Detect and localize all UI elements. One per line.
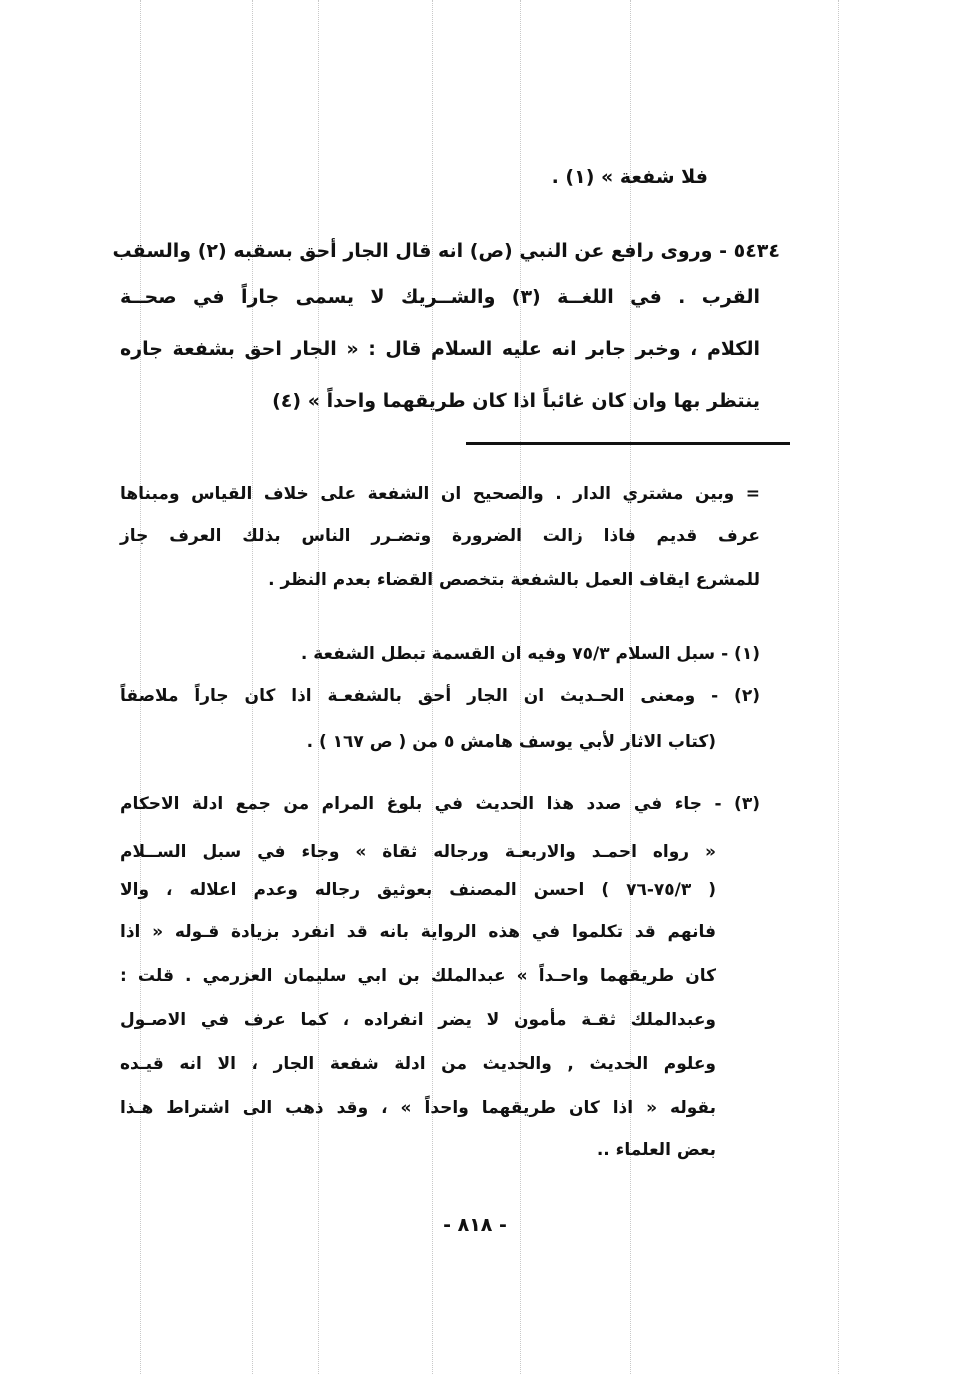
footnote-continuation-line: للمشرع ايقاف العمل بالشفعة بتخصص القضاء بعدم النظر .: [268, 570, 760, 590]
footnote-3-line: وعبدالملك ثقـة مأمون لا يضر انفراده ، كما عرف في الاصـول: [120, 1010, 716, 1030]
footnote-2: (٢) - ومعنى الحـديث ان الجار أحق بالشفعـة اذا كان جاراً ملاصقاً: [120, 686, 760, 706]
body-line: القرب . في اللغــة (٣) والشــريك لا يسمى جاراً في صحــة: [120, 286, 760, 308]
footnote-continuation-line: عرف قديم فاذا زالت الضرورة وتضـرر الناس بذلك العرف جاز: [120, 526, 760, 546]
footnote-3-line: « رواه احمـد والاربعـة ورجاله ثقاة » وجاء في سبل الســلام: [120, 842, 716, 862]
footnote-3-line: ( ٧٥/٣-٧٦ ) احسن المصنف بعوثيق رجاله وعدم اعلاله ، والا: [120, 880, 716, 900]
footnote-3: (٣) - جاء في صدد هذا الحديث في بلوغ المرام من جمع ادلة الاحكام: [120, 794, 760, 814]
footnote-2-line: (كتاب الاثار لأبي يوسف هامش ٥ من ( ص ١٦٧ ) .: [306, 732, 716, 752]
footnote-1: (١) - سبل السلام ٧٥/٣ وفيه ان القسمة تبطل الشفعة .: [300, 644, 760, 664]
body-line: ينتظر بها وان كان غائباً اذا كان طريقهما واحداً » (٤): [272, 390, 760, 412]
footnote-3-line: كان طريقهما واحـداً » عبدالملك بن ابي سليمان العزرمي . قلت :: [120, 966, 716, 986]
footnote-3-line: فانهم قد تكلموا في هذه الرواية بانه قد انفرد بزيادة قـوله « اذا: [120, 922, 716, 942]
footnote-3-line: وعلوم الحديث , والحديث من ادلة شفعة الجار ، الا انه قيـده: [120, 1054, 716, 1074]
footnote-3-line: بقوله « اذا كان طريقهما واحداً » ، وقد ذهب الى اشتراط هـذا: [120, 1098, 716, 1118]
footnote-3-line: بعض العلماء ..: [596, 1140, 716, 1160]
footnote-divider: [466, 442, 790, 445]
body-line: الكلام ، وخبر جابر انه عليه السلام قال : « الجار احق بشفعة جاره: [120, 338, 760, 360]
body-line: ٥٤٣٤ - وروى رافع عن النبي (ص) انه قال الجار أحق بسقبه (٢) والسقب: [112, 240, 780, 262]
page-number: - ٨١٨ -: [443, 1214, 507, 1236]
footnote-continuation-line: = وبين مشتري الدار . والصحيح ان الشفعة على خلاف القياس ومبناها: [120, 484, 760, 504]
body-line: فلا شفعة » (١) .: [551, 166, 708, 188]
scan-artifact: [838, 0, 839, 1374]
